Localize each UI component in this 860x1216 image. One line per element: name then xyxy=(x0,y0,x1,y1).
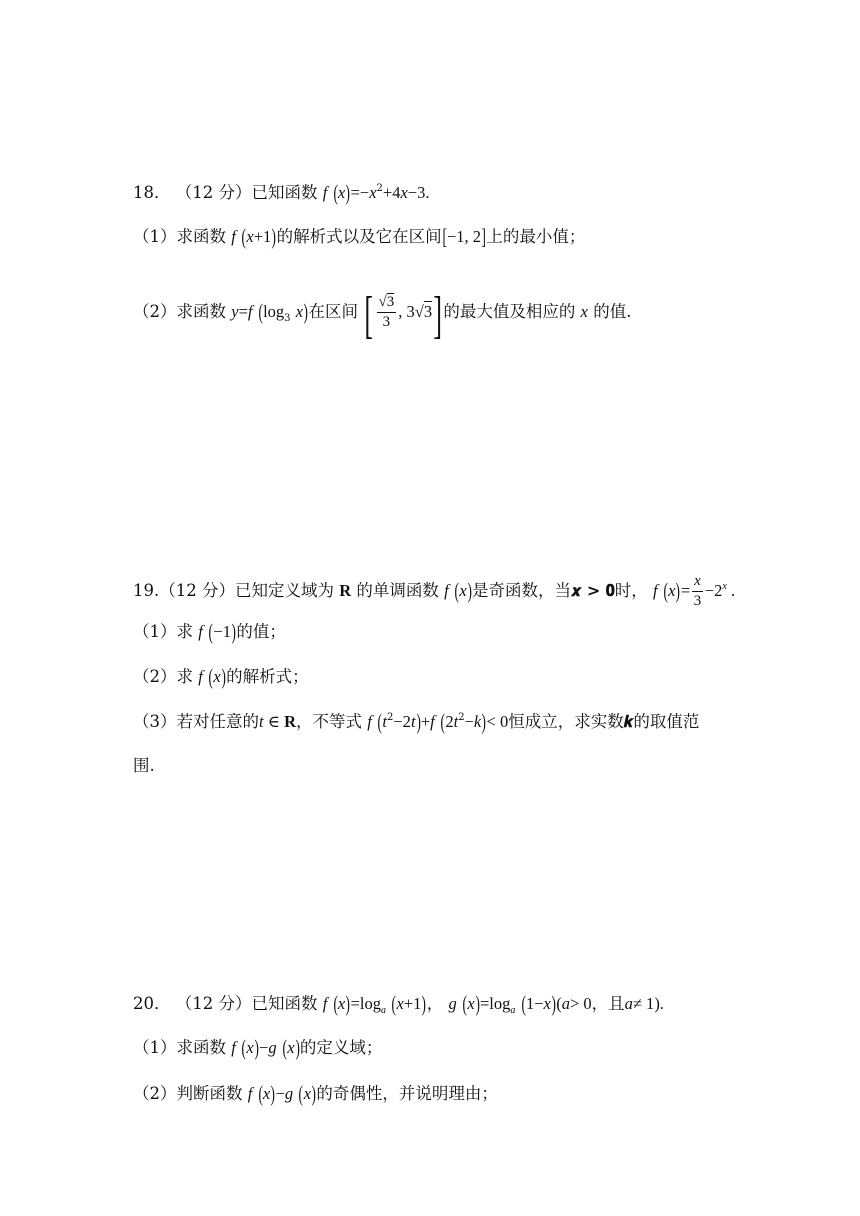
problem-19-part-3: （3）若对任意的t ∈ R，不等式 f $(t^2-2t)+f$ $(2t^2-k)< 0$恒成立，求实数𝒌的取值范 xyxy=(133,709,700,734)
math-expression: f $(t^2-2t)+f$ $(2t^2-k)< 0$ xyxy=(367,709,509,734)
part-text: 的解析式； xyxy=(226,667,309,686)
problem-text: 时， xyxy=(614,581,648,600)
problem-19-part-3-wrap xyxy=(133,754,155,778)
condition-close: ). xyxy=(654,994,664,1013)
part-text: 的奇偶性，并说明理由； xyxy=(316,1084,498,1103)
part-text: 求 xyxy=(176,667,193,686)
problem-19-stem: 19.（12 分）已知定义域为 R 的单调函数 f (x)是奇函数，当𝒙 > 𝟎时， f (x)= $\frac{x}{3}$ $-2^x$ . xyxy=(133,573,736,609)
problem-19-part-2 xyxy=(133,665,309,689)
part-text: 的取值范 xyxy=(633,712,700,731)
part-text: 求函数 xyxy=(176,227,226,246)
part-text: 在区间 xyxy=(308,302,358,321)
math-expression: f (x) xyxy=(198,664,226,689)
function-definition: f (x)= $\frac{x}{3}$ $-2^x$ . xyxy=(652,573,736,609)
part-text: 上的最小值； xyxy=(486,227,586,246)
problem-20-part-1 xyxy=(133,1036,382,1060)
condition-text: ，且 xyxy=(591,994,625,1013)
problem-number: 20． xyxy=(133,994,171,1013)
problem-text: 是奇函数，当 xyxy=(472,581,571,600)
function-definition: f $(x)=\log_a$ (x+1) xyxy=(322,991,427,1016)
condition-open: ( xyxy=(556,994,562,1013)
part-text: 的最大值及相应的 xyxy=(443,302,576,321)
part-label: （1） xyxy=(133,227,177,246)
problem-19-part-1 xyxy=(133,620,286,644)
problem-intro: 已知函数 xyxy=(251,994,318,1013)
part-text: 求 xyxy=(176,622,193,641)
problem-score: （12 分） xyxy=(175,183,252,202)
part-text: ，不等式 xyxy=(295,712,362,731)
part-label: （2） xyxy=(133,667,177,686)
part-text: 围. xyxy=(133,756,155,775)
function-definition: g $(x)=\log_a$ (1−x) xyxy=(448,991,556,1016)
problem-score: （12 分） xyxy=(175,994,252,1013)
part-label: （3） xyxy=(133,712,177,731)
interval: [ $\frac{√3}{3}$ , 3√3] xyxy=(364,287,443,344)
math-expression: f (x) xyxy=(444,578,472,603)
problem-20-stem: 20． （12 分）已知函数 f $(x)=\log_a$ (x+1)， g $(x)=\log_a$ (1−x)(a> 0，且a≠ 1). xyxy=(133,991,664,1016)
math-expression: f (x)−g (x) xyxy=(231,1035,300,1060)
problem-number: 19. xyxy=(133,581,160,600)
part-text: 若对任意的 xyxy=(176,712,259,731)
part-label: （2） xyxy=(133,1084,177,1103)
function-definition: f $(x)=-x^2+4x-3$. xyxy=(322,180,430,205)
part-text: 判断函数 xyxy=(176,1084,243,1103)
problem-18-stem xyxy=(133,181,429,205)
problem-intro: 已知定义域为 xyxy=(235,581,334,600)
problem-score: （12 分） xyxy=(159,581,235,600)
problem-18-part-1 xyxy=(133,225,585,249)
math-expression: f (x)−g (x) xyxy=(247,1081,316,1106)
part-text: 的值； xyxy=(236,622,286,641)
part-text: 的值. xyxy=(593,302,632,321)
problem-intro: 已知函数 xyxy=(251,183,318,202)
part-text: 的解析式以及它在区间 xyxy=(276,227,442,246)
math-expression: y=f ($\log_3$ x) xyxy=(231,299,308,324)
separator: ， xyxy=(426,994,444,1013)
math-expression: f (x+1) xyxy=(231,224,277,249)
interval: [−1, 2] xyxy=(442,224,486,249)
part-label: （1） xyxy=(133,622,177,641)
math-expression: f (−1) xyxy=(198,619,236,644)
part-text: 的定义域； xyxy=(299,1038,383,1057)
problem-18-part-2: （2）求函数 y=f ($\log_3$ x)在区间 [ $\frac{√3}{3}$ , 3√3]的最大值及相应的 x 的值. xyxy=(133,287,632,344)
problem-number: 18． xyxy=(133,183,171,202)
part-label: （1） xyxy=(133,1038,177,1057)
problem-20-part-2 xyxy=(133,1082,498,1106)
problem-text: 的单调函数 xyxy=(356,581,439,600)
part-text: 求函数 xyxy=(176,1038,226,1057)
part-text: 恒成立，求实数 xyxy=(508,712,624,731)
part-text: 求函数 xyxy=(176,302,226,321)
part-label: （2） xyxy=(133,302,177,321)
